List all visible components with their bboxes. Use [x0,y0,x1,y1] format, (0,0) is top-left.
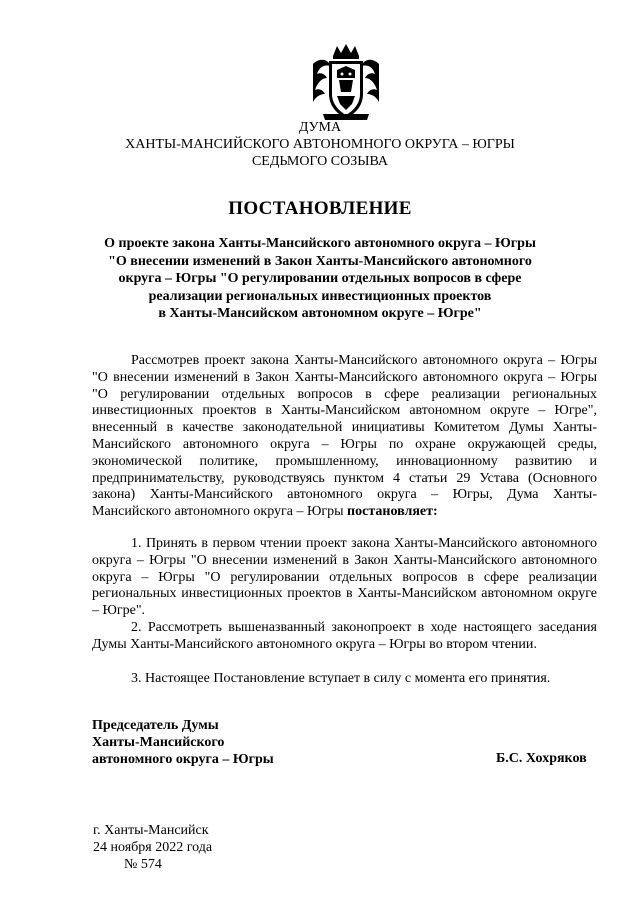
subject-line: округа – Югры "О регулировании отдельных вопросов в сфере [118,271,522,286]
preamble-resolves: постановляет: [347,504,438,520]
subject-line: О проекте закона Ханты-Мансийского автономного округа – Югры [104,236,536,251]
coat-of-arms-icon [309,44,383,122]
preamble-paragraph [92,353,597,521]
date-line: 24 ноября 2022 года [93,840,213,855]
position-line: Председатель Думы [92,718,219,733]
position-line: автономного округа – Югры [92,752,274,767]
org-name-line1: ДУМА [298,120,342,135]
org-name-line2: ХАНТЫ-МАНСИЙСКОГО АВТОНОМНОГО ОКРУГА – ЮГРЫ [125,137,515,152]
position-line: Ханты-Мансийского [92,735,225,750]
subject-line: в Ханты-Мансийском автономном округе – Югре" [158,306,482,321]
signatory-position [92,717,274,768]
document-subject [96,235,544,323]
item-2-paragraph: 2. Рассмотреть вышеназванный законопроект в ходе настоящего заседания Думы Ханты-Мансийского автономного округа – Югры во втором чтении. [92,620,597,652]
city-line: г. Ханты-Мансийск [93,823,209,838]
document-type-title: ПОСТАНОВЛЕНИЕ [228,198,412,219]
signatory-name: Б.С. Хохряков [496,751,587,766]
convocation-line: СЕДЬМОГО СОЗЫВА [251,154,389,169]
item-3-paragraph: 3. Настоящее Постановление вступает в силу с момента его принятия. [131,671,551,686]
subject-line: реализации региональных инвестиционных проектов [148,288,492,304]
item-1-paragraph: 1. Принять в первом чтении проект закона Ханты-Мансийского автономного округа – Югры "О внесении изменений в Закон Ханты-Мансийского автономного округа – Югры "О регулировании отдельных вопросов в сфере реализации региональных инвестиционных проектов в Ханты-Мансийском автономном округе – Югре". [92,536,597,619]
document-number: № 574 [124,857,162,872]
preamble-text: Рассмотрев проект закона Ханты-Мансийского автономного округа – Югры "О внесении изменений в Закон Ханты-Мансийского автономного округа – Югры "О регулировании отдельных вопросов в сфере реализации региональных инвестиционных проектов в Ханты-Мансийском автономном округе – Югре", внесенный в качестве законодательной инициативы Комитетом Думы Ханты-Мансийского автономного округа – Югры по охране окружающей среды, экономической политике, промышленному, инновационному развитию и предпринимательству, руководствуясь пунктом 4 статьи 29 Устава (Основного закона) Ханты-Мансийского автономного округа – Югры, Дума Ханты-Мансийского автономного округа – Югры [92,353,597,520]
document-footer [93,822,212,873]
subject-line: "О внесении изменений в Закон Ханты-Мансийского автономного [108,253,532,269]
